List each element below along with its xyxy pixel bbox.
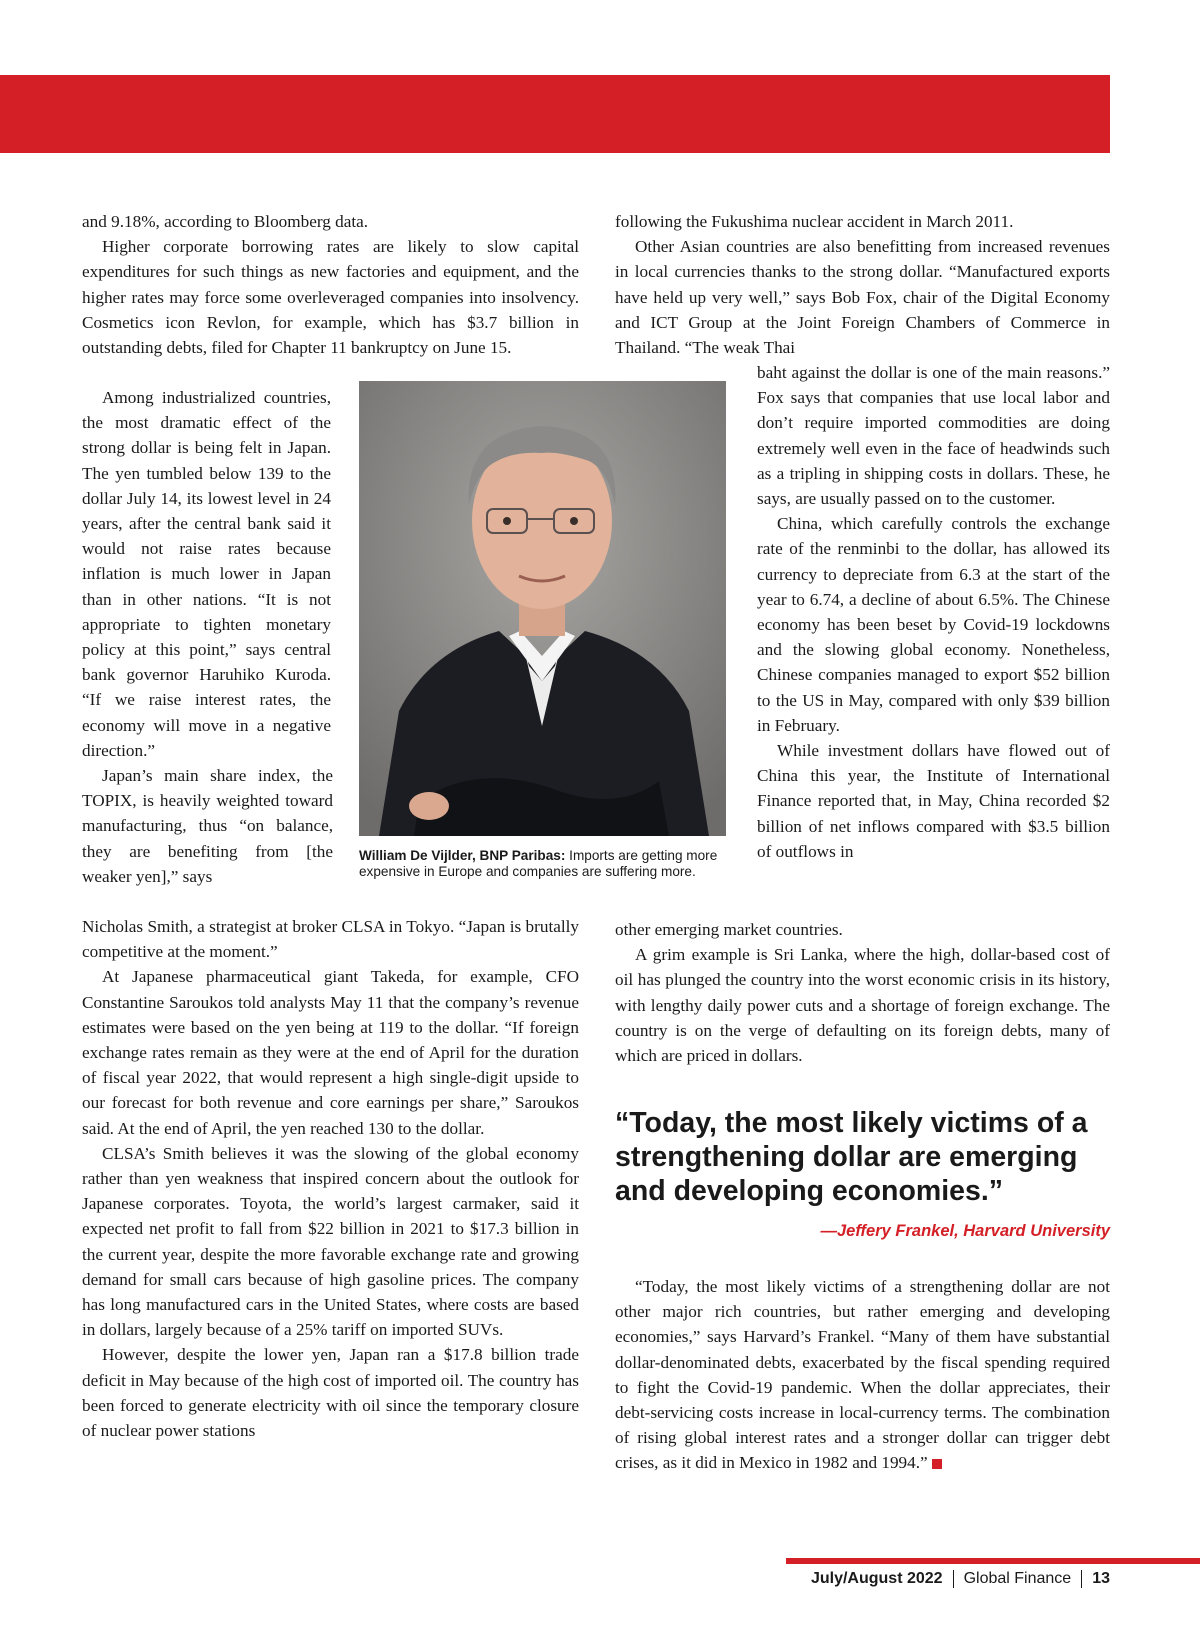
footer-rule (786, 1558, 1200, 1564)
paragraph: following the Fukushima nuclear accident in March 2011. (615, 212, 1014, 231)
column-left-bottom (82, 914, 579, 1443)
column-right-narrow (757, 360, 1110, 864)
footer-page-number: 13 (1092, 1570, 1110, 1587)
paragraph: and 9.18%, according to Bloomberg data. (82, 212, 369, 231)
paragraph: Nicholas Smith, a strategist at broker CLSA in Tokyo. “Japan is brutally competitive at the moment.” (82, 917, 579, 962)
footer-issue: July/August 2022 (810, 1570, 943, 1587)
caption-name: William De Vijlder, BNP Paribas: (359, 848, 566, 863)
column-right-bottom (615, 917, 1110, 1068)
paragraph (615, 1274, 1110, 1476)
photo-caption (359, 848, 729, 880)
column-right-end (615, 1274, 1110, 1476)
page-footer (811, 1570, 1110, 1588)
paragraph: Japan’s main share index, the TOPIX, is heavily weighted toward manufacturing, thus “on balance, they are benefiting from [the weaker yen],” says (82, 766, 333, 886)
paragraph: At Japanese pharmaceutical giant Takeda, for example, CFO Constantine Saroukos told analysts May 11 that the company’s revenue estimates were based on the yen being at 119 to the dollar. “If foreign exchange rates remain as they were at the end of April for the duration of fiscal year 2022, that would represent a high single-digit upside to our forecast for both revenue and core earnings per share,” Saroukos said. At the end of April, the yen reached 130 to the dollar. (82, 967, 579, 1138)
paragraph-text: “Today, the most likely victims of a strengthening dollar are not other major rich countries, but rather emerging and developing economies,” says Harvard’s Frankel. “Many of them have substantial dollar-denominated debts, exacerbated by the fiscal spending required to fight the Covid-19 pandemic. When the dollar appreciates, their debt-servicing costs increase in local-currency terms. The combination of rising global interest rates and a stronger dollar can trigger debt crises, as it did in Mexico in 1982 and 1994.” (615, 1277, 1110, 1473)
paragraph: other emerging market countries. (615, 920, 843, 939)
header-band (0, 75, 1110, 153)
footer-publication: Global Finance (963, 1570, 1072, 1587)
column-left-narrow (82, 385, 331, 889)
paragraph: Other Asian countries are also benefitting from increased revenues in local currencies thanks to the strong dollar. “Manufactured exports have held up very well,” says Bob Fox, chair of the Digital Economy and ICT Group at the Joint Foreign Chambers of Commerce in Thailand. “The weak Thai (615, 237, 1110, 358)
column-left-top (82, 209, 579, 360)
end-mark-icon (932, 1459, 942, 1469)
portrait-photo (359, 381, 726, 836)
paragraph: A grim example is Sri Lanka, where the high, dollar-based cost of oil has plunged the country into the worst economic crisis in its history, with lengthy daily power cuts and a shortage of foreign exchange. The country is on the verge of defaulting on its foreign debts, many of which are priced in dollars. (615, 945, 1110, 1066)
pull-quote-attribution: —Jeffery Frankel, Harvard University (820, 1222, 1110, 1240)
footer-separator (953, 1570, 954, 1588)
paragraph: However, despite the lower yen, Japan ran a $17.8 billion trade deficit in May because of the high cost of imported oil. The country has been forced to generate electricity with oil since the temporary closure of nuclear power stations (82, 1345, 579, 1441)
paragraph: While investment dollars have flowed out of China this year, the Institute of International Finance reported that, in May, China recorded $2 billion of net inflows compared with $3.5 billion of outflows in (757, 741, 1110, 861)
paragraph: China, which carefully controls the exchange rate of the renminbi to the dollar, has allowed its currency to depreciate from 6.3 at the start of the year to 6.74, a decline of about 6.5%. The Chinese economy has been beset by Covid-19 lockdowns and the slowing global economy. Nonetheless, Chinese companies managed to export $52 billion to the US in May, compared with only $39 billion in February. (757, 514, 1110, 735)
caption-text: Imports are getting more expensive in Europe and companies are suffering more. (359, 848, 718, 879)
paragraph: Higher corporate borrowing rates are likely to slow capital expenditures for such things as new factories and equipment, and the higher rates may force some overleveraged companies into insolvency. Cosmetics icon Revlon, for example, which has $3.7 billion in outstanding debts, filed for Chapter 11 bankruptcy on June 15. (82, 237, 579, 358)
paragraph: baht against the dollar is one of the main reasons.” Fox says that companies that use local labor and don’t require imported commodities are doing extremely well even in the face of headwinds such as a tripling in shipping costs in dollars. These, he says, are usually passed on to the customer. (757, 363, 1110, 509)
paragraph: Among industrialized countries, the most dramatic effect of the strong dollar is being felt in Japan. The yen tumbled below 139 to the dollar July 14, its lowest level in 24 years, after the central bank said it would not raise rates because inflation is much lower in Japan than in other nations. “It is not appropriate to tighten monetary policy at this point,” says central bank governor Haruhiko Kuroda. “If we raise interest rates, the economy will move in a negative direction.” (82, 388, 331, 760)
paragraph: CLSA’s Smith believes it was the slowing of the global economy rather than yen weakness that inspired concern about the outlook for Japanese corporates. Toyota, the world’s largest carmaker, said it expected net profit to fall from $22 billion in 2021 to $17.3 billion in the current year, despite the more favorable exchange rate and growing demand for small cars because of high gasoline prices. The company has long manufactured cars in the United States, where costs are based in dollars, largely because of a 25% tariff on imported SUVs. (82, 1143, 579, 1340)
footer-separator (1081, 1570, 1082, 1588)
pull-quote: “Today, the most likely victims of a strengthening dollar are emerging and developing economies.” (615, 1107, 1088, 1207)
portrait-illustration (359, 381, 726, 836)
column-right-top (615, 209, 1110, 360)
